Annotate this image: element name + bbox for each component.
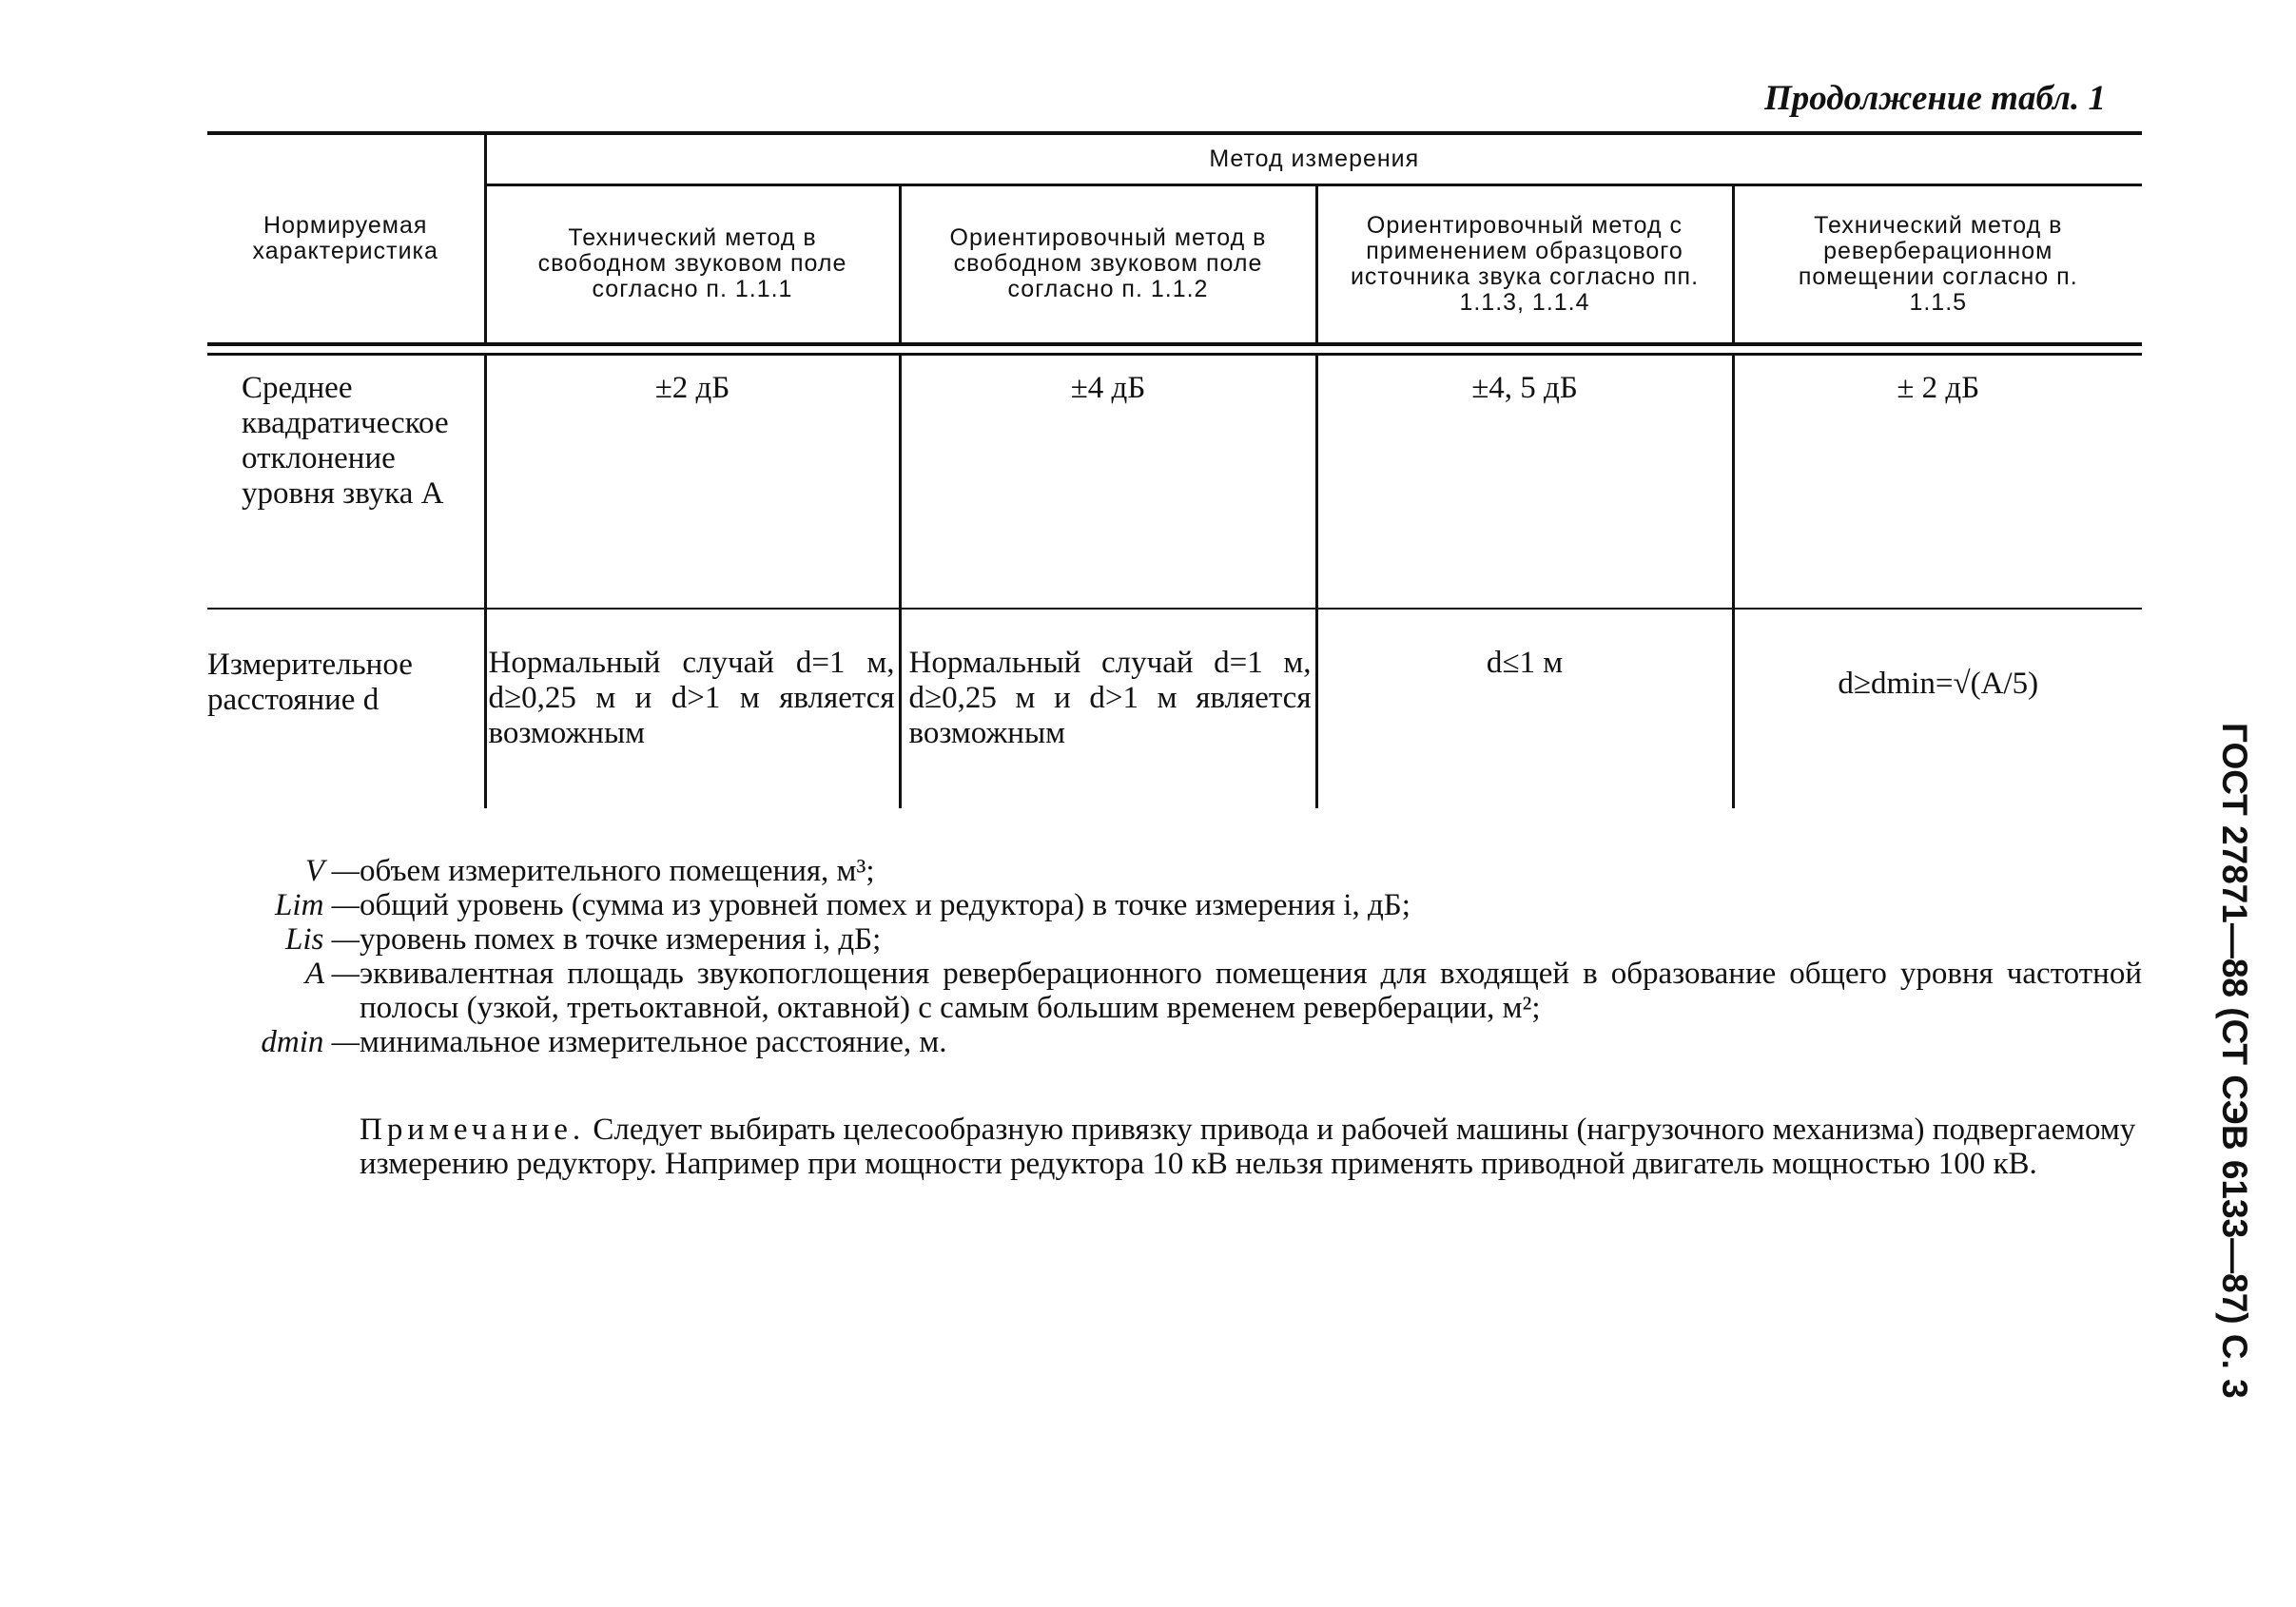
legend-item bbox=[207, 1025, 2142, 1059]
cell-distance-1: Нормальный случай d=1 м, d≥0,25 м и d>1 м является возможным bbox=[485, 609, 900, 808]
legend-item bbox=[207, 854, 2142, 888]
table-continuation-title: Продолжение табл. 1 bbox=[1764, 79, 2106, 118]
legend-symbol: Lis — bbox=[285, 922, 360, 957]
header-method-3: Ориентировочный метод с применением образцового источника звука согласно пп. 1.1.3, 1.1.4 bbox=[1316, 184, 1733, 344]
legend-text: эквивалентная площадь звукопоглощения реверберационного помещения для входящей в образование общего уровня частотной полосы (узкой, третьоктавной, октавной) с самым большим временем реверберации, м²; bbox=[360, 957, 2142, 1025]
cell-distance-4: d≥dmin=√(A/5) bbox=[1733, 609, 2142, 808]
note-label: Примечание. bbox=[360, 1113, 586, 1147]
legend-item bbox=[207, 957, 2142, 1025]
cell-distance-2: Нормальный случай d=1 м, d≥0,25 м и d>1 м является возможным bbox=[900, 609, 1316, 808]
note-text: Следует выбирать целесообразную привязку привода и рабочей машины (нагрузочного механизма) подвергаемому измерению редуктору. Например при мощности редуктора 10 кВ нельзя применять приводной двигатель мощностью 100 кВ. bbox=[360, 1113, 2136, 1181]
header-separator bbox=[207, 344, 2142, 354]
header-method-2: Ориентировочный метод в свободном звуковом поле согласно п. 1.1.2 bbox=[900, 184, 1316, 344]
header-characteristic: Нормируемая характеристика bbox=[252, 212, 438, 264]
row-label-distance: Измерительное расстояние d bbox=[207, 648, 413, 717]
cell-distance-3: d≤1 м bbox=[1316, 609, 1733, 808]
legend-item bbox=[207, 888, 2142, 922]
side-label: ГОСТ 27871—88 (СТ СЭВ 6133—87) С. 3 bbox=[2215, 723, 2254, 1399]
legend-text: объем измерительного помещения, м³; bbox=[360, 854, 875, 888]
legend-symbol: V — bbox=[304, 854, 360, 888]
requirements-table bbox=[207, 135, 2142, 808]
header-method-4: Технический метод в реверберационном помещении согласно п. 1.1.5 bbox=[1733, 184, 2142, 344]
cell-deviation-4: ± 2 дБ bbox=[1733, 354, 2142, 609]
side-running-header bbox=[2216, 723, 2273, 1407]
legend-symbol: A — bbox=[304, 957, 360, 991]
legend-symbol: Lim — bbox=[275, 888, 360, 922]
legend-text: минимальное измерительное расстояние, м. bbox=[360, 1025, 947, 1059]
cell-deviation-1: ±2 дБ bbox=[485, 354, 900, 609]
legend-item bbox=[207, 922, 2142, 957]
legend-text: уровень помех в точке измерения i, дБ; bbox=[360, 922, 882, 957]
cell-deviation-2: ±4 дБ bbox=[900, 354, 1316, 609]
legend-symbol: dmin — bbox=[261, 1025, 360, 1059]
header-method-group: Метод измерения bbox=[485, 135, 2142, 184]
legend-text: общий уровень (сумма из уровней помех и редуктора) в точке измерения i, дБ; bbox=[360, 888, 1411, 922]
note-paragraph bbox=[360, 1113, 2142, 1181]
header-method-1: Технический метод в свободном звуковом поле согласно п. 1.1.1 bbox=[485, 184, 900, 344]
legend-list bbox=[207, 854, 2142, 1059]
row-label-deviation: Среднее квадратическое отклонение уровня звука A bbox=[242, 370, 449, 511]
cell-deviation-3: ±4, 5 дБ bbox=[1316, 354, 1733, 609]
